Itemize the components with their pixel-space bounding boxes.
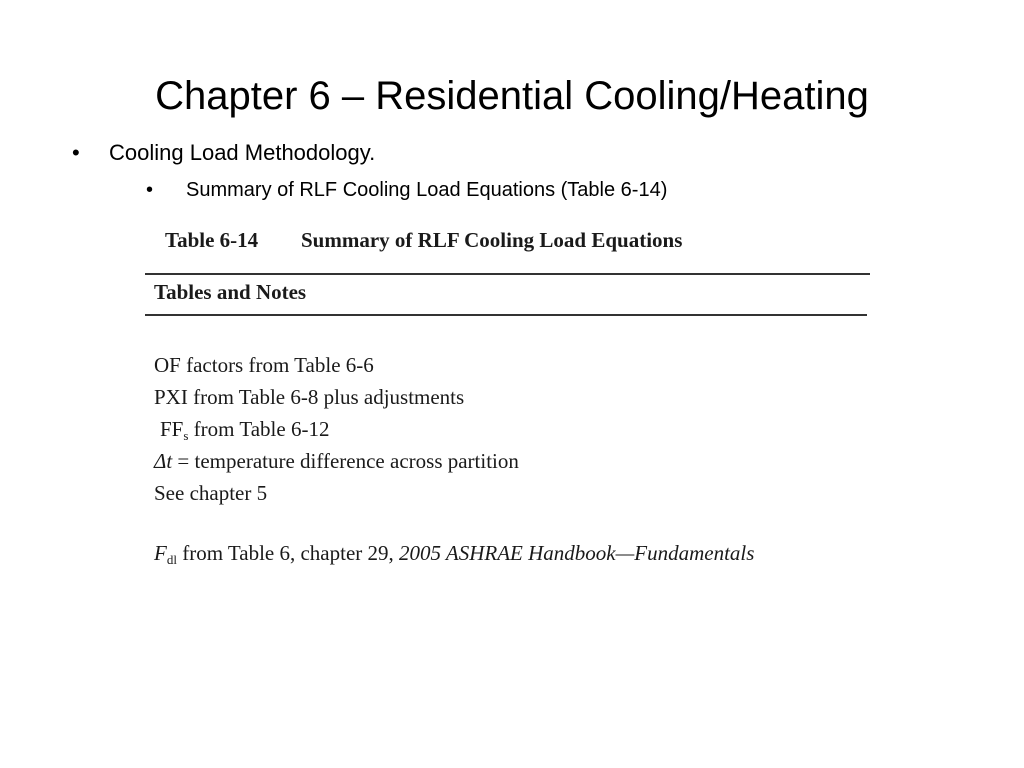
table-note: [160, 416, 329, 449]
bullet-dot: •: [72, 140, 80, 165]
bullet-dot: •: [146, 179, 154, 201]
slide-title: Chapter 6 – Residential Cooling/Heating: [155, 74, 869, 118]
note-symbol: F: [154, 541, 167, 565]
note-subscript: dl: [166, 552, 177, 567]
bullet-text: Cooling Load Methodology.: [109, 140, 376, 165]
table-caption: [165, 228, 682, 253]
note-text: from Table 6-12: [188, 417, 330, 441]
note-symbol: Δt: [154, 449, 173, 473]
table-caption-number: Table 6-14: [165, 228, 259, 252]
note-symbol: FF: [160, 417, 184, 441]
table-caption-title: Summary of RLF Cooling Load Equations: [301, 228, 683, 252]
note-subscript: s: [183, 428, 189, 443]
table-note: See chapter 5: [154, 481, 268, 505]
table-column-header: Tables and Notes: [154, 280, 307, 304]
table-note: [154, 448, 519, 474]
table-note: [154, 540, 754, 573]
note-source: 2005 ASHRAE Handbook—Fundamentals: [399, 541, 755, 565]
table-top-rule: [145, 273, 870, 275]
table-6-14-image: [145, 222, 870, 577]
table-header-rule: [145, 314, 867, 316]
table-note: PXI from Table 6-8 plus adjustments: [154, 385, 465, 409]
note-text: from Table 6, chapter 29,: [176, 541, 400, 565]
note-text: = temperature difference across partition: [172, 449, 519, 473]
bullet-text: Summary of RLF Cooling Load Equations (Table 6-14): [186, 179, 668, 201]
table-note: OF factors from Table 6-6: [154, 353, 374, 377]
